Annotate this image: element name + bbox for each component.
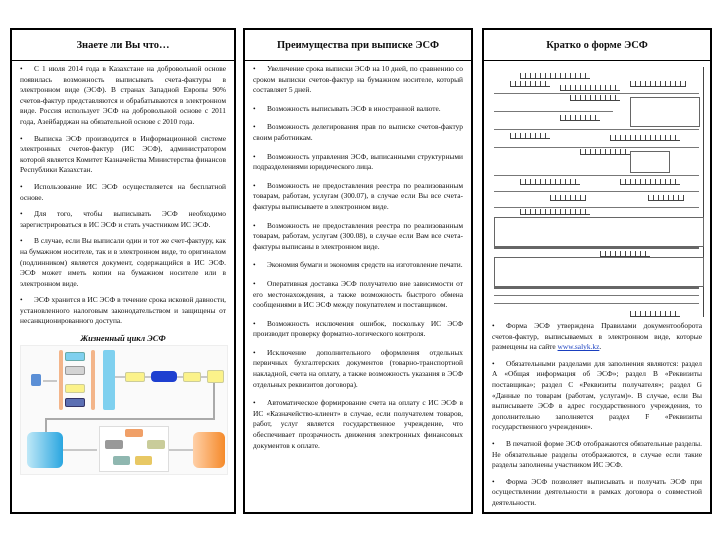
bullet-icon: • (253, 180, 256, 190)
panel-title: Кратко о форме ЭСФ (484, 30, 710, 61)
item-text: Возможность не предоставления реестра по реализованным товарам, работам, услугам (300.08), в случае если Вам все счета-фактуры выписаны в электронном виде. (253, 220, 463, 251)
diagram-box-navy (65, 398, 85, 407)
panel-form-summary (482, 28, 712, 514)
panel-body (484, 317, 710, 509)
panel-body (12, 61, 234, 475)
list-item (253, 122, 463, 143)
list-item (20, 236, 226, 289)
diagram-column-blue (103, 350, 115, 410)
bullet-icon: • (253, 64, 256, 73)
item-text: В случае, если Вы выписали один и тот же счет-фактуру, как на бумажном носителе, так и в электронном виде, то оригиналом (подлинником) является документ, содержащийся в ИС ЭСФ. ЭСФ может иметь копии на бумажном носителе или в электронном виде. (20, 236, 226, 288)
bullet-icon: • (20, 133, 23, 143)
list-item (253, 279, 463, 311)
diagram-box-yellow (125, 372, 145, 382)
lifecycle-diagram (20, 345, 228, 475)
bullet-icon: • (253, 260, 256, 270)
item-text: Возможность делегирования прав по выписке счетов-фактур своим работникам. (253, 122, 463, 142)
panel-title: Преимущества при выписке ЭСФ (245, 30, 471, 61)
item-text: Экономия бумаги и экономия средств на изготовление печати. (267, 260, 463, 270)
diagram-box-yellow (65, 384, 85, 393)
bullet-icon: • (20, 64, 23, 73)
list-item (253, 398, 463, 451)
item-text: С 1 июля 2014 года в Казахстане на добровольной основе появилась возможность выписывать счета-фактуры в электронном виде (ЭСФ). В странах Западной Европы 90% счетов-фактур представляются и обрабатываются в электронном виде. Россия использует ЭСФ на добровольной основе с 2011 года, Азейбарджан на обязательной основе с 2010 года. (20, 64, 226, 126)
panel-body (245, 61, 471, 451)
bullet-icon: • (253, 398, 256, 408)
bullet-icon: • (492, 358, 495, 368)
bullet-icon: • (253, 103, 256, 113)
item-text: Форма ЭСФ утверждена Правилами документооборота счетов-фактур, выписываемых в электронном виде, которые размещены на сайте (492, 321, 702, 352)
diagram-box-orange (125, 429, 143, 437)
item-text: Использование ИС ЭСФ осуществляется на бесплатной основе. (20, 181, 226, 202)
list-item (20, 64, 226, 128)
bullet-icon: • (20, 181, 23, 191)
item-text: Выписка ЭСФ производится в Информационной системе электронных счетов-фактур (ИС ЭСФ), администратором которой является Комитет Казначейства Министерства финансов Республики Казахстан. (20, 133, 226, 175)
diagram-box-yellow (207, 370, 224, 383)
diagram-box-teal (113, 456, 130, 465)
bullet-icon: • (20, 236, 23, 246)
item-text: ЭСФ хранится в ИС ЭСФ в течение срока исковой давности, установленного налоговым законодательством и защищены от несанкционированного доступа. (20, 295, 226, 326)
list-item (253, 181, 463, 213)
bracket-bar (91, 350, 95, 410)
database-blue (27, 432, 63, 468)
diagram-box-darkblue (151, 371, 177, 382)
panel-advantages (243, 28, 473, 514)
salyk-link[interactable]: www.salyk.kz (557, 342, 600, 352)
database-orange (193, 432, 225, 468)
bullet-icon: • (253, 278, 256, 288)
diagram-title: Жизненный цикл ЭСФ (80, 333, 166, 344)
document-icon (31, 374, 41, 386)
list-item (492, 439, 702, 471)
panel-did-you-know (10, 28, 236, 514)
bullet-icon: • (253, 347, 256, 357)
diagram-box-gray (105, 440, 123, 449)
list-item (253, 64, 463, 96)
list-item (492, 359, 702, 433)
list-item (20, 134, 226, 176)
list-item (253, 348, 463, 390)
bracket-bar (59, 350, 63, 410)
item-text: . (599, 342, 602, 352)
item-text: Форма ЭСФ позволяет выписывать и получать ЭСФ при осуществлении деятельности в рамках договора о совместной деятельности. (492, 476, 702, 507)
diagram-box-gray (65, 366, 85, 375)
list-item (492, 321, 702, 353)
item-text: Для того, чтобы выписывать ЭСФ необходимо зарегистрироваться в ИС ЭСФ и стать участником ИС ЭСФ. (20, 209, 226, 229)
diagram-box-blue (65, 352, 85, 361)
bullet-icon: • (253, 122, 256, 132)
bullet-icon: • (492, 476, 495, 486)
list-item (253, 260, 463, 271)
bullet-icon: • (20, 295, 23, 305)
bullet-icon: • (253, 151, 256, 161)
list-item (253, 319, 463, 340)
item-text: Исключение дополнительного оформления отдельных первичных бухгалтерских документов (товарно-транспортной накладной, счета на оплату, а также возможность указания в ЭСФ отдельных реквизитов договора). (253, 347, 463, 389)
bullet-icon: • (492, 438, 495, 448)
diagram-box-gold (135, 456, 152, 465)
item-text: В печатной форме ЭСФ отображаются обязательные разделы. Не обязательные разделы отображаются, в случае если такие разделы заполнены участником ИС ЭСФ. (492, 438, 702, 470)
item-text: Автоматическое формирование счета на оплату с ИС ЭСФ в ИС «Казначейство-клиент» в случае, если получателем товаров, работ, услуг является государственное учреждение, что обеспечивает прозрачность движения электронных финансовых документов к оплате. (253, 398, 463, 450)
list-item (253, 104, 463, 115)
item-text: Возможность не предоставления реестра по реализованным товарам, работам, услугам (300.07), в случае если Вы все счета-фактуры выписываете в электронном виде. (253, 180, 463, 211)
list-item (492, 477, 702, 509)
bullet-icon: • (253, 318, 256, 328)
item-text: Возможность управления ЭСФ, выписанными структурными подразделениями юридического лица. (253, 151, 463, 172)
bullet-icon: • (253, 220, 256, 230)
bullet-icon: • (20, 209, 23, 219)
diagram-box-olive (147, 440, 165, 449)
item-text: Увеличение срока выписки ЭСФ на 10 дней, по сравнению со сроком выписки счетов-фактур на бумажном носителе, который составляет 5 дней. (253, 64, 463, 95)
list-item (20, 209, 226, 230)
list-item (20, 295, 226, 327)
item-text: Возможность выписывать ЭСФ в иностранной валюте. (267, 103, 441, 113)
item-text: Возможность исключения ошибок, поскольку ИС ЭСФ производит проверку форматно-логического контроля. (253, 318, 463, 339)
diagram-box-yellow (183, 372, 201, 382)
item-text: Обязательными разделами для заполнения являются: раздел А «Общая информация об ЭСФ»; раздел В «Реквизиты поставщика»; раздел С «Реквизиты получателя»; раздел G «Данные по товарам (работам, услугам)». В случае, если Вы выписываете ЭСФ в адрес государственного учреждения, то дополнительно заполняется раздел F «Реквизиты государственного учреждения». (492, 358, 702, 432)
item-text: Оперативная доставка ЭСФ получателю вне зависимости от его местонахождения, а также возможность быстрого обмена сообщениями в ИС ЭСФ между покупателем и поставщиком. (253, 278, 463, 310)
list-item (253, 152, 463, 173)
invoice-form-image (490, 67, 704, 317)
list-item (20, 182, 226, 203)
bullet-icon: • (492, 321, 495, 330)
panel-title: Знаете ли Вы что… (12, 30, 234, 61)
list-item (253, 221, 463, 253)
